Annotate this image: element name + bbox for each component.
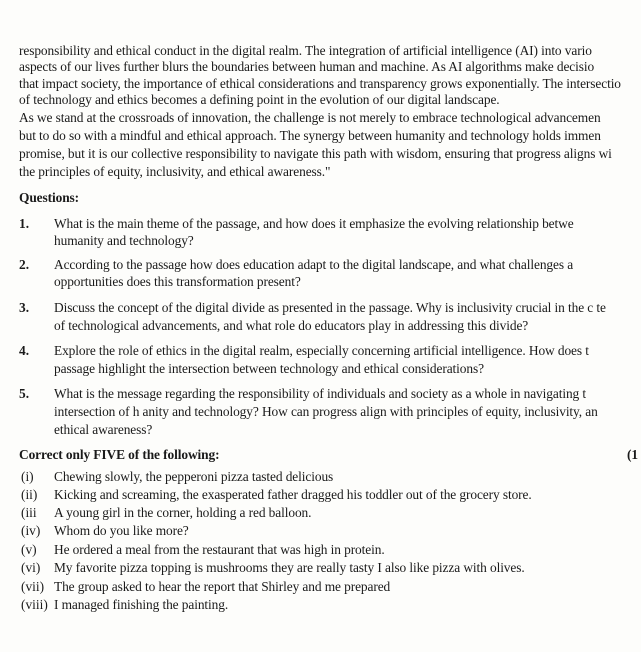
- sentence-text: A young girl in the corner, holding a red balloon.: [54, 505, 312, 520]
- passage-line: that impact society, the importance of ethical considerations and transparency grows exponentially. The intersectio: [19, 76, 621, 91]
- question-number: 2.: [19, 257, 30, 272]
- passage-line: responsibility and ethical conduct in the digital realm. The integration of artificial intelligence (AI) into vario: [19, 43, 592, 58]
- sentence-numeral: (vi): [21, 560, 41, 575]
- sentence-numeral: (vii): [21, 579, 45, 594]
- sentence-text: Kicking and screaming, the exasperated father dragged his toddler out of the grocery store.: [54, 487, 532, 502]
- question-text: Discuss the concept of the digital divide as presented in the passage. Why is inclusivity crucial in the c te: [54, 300, 606, 315]
- marks-label: (1: [627, 447, 638, 462]
- question-text: What is the main theme of the passage, and how does it emphasize the evolving relationship betwe: [54, 216, 574, 231]
- question-number: 5.: [19, 386, 30, 401]
- passage-line: the principles of equity, inclusivity, and ethical awareness.": [19, 164, 331, 179]
- sentence-text: Chewing slowly, the pepperoni pizza tasted delicious: [54, 469, 334, 484]
- sentence-numeral: (v): [21, 542, 37, 557]
- passage-line: As we stand at the crossroads of innovation, the challenge is not merely to embrace technological advancemen: [19, 110, 601, 125]
- passage-line: aspects of our lives further blurs the boundaries between human and machine. As AI algorithms make decisio: [19, 59, 595, 74]
- question-text: of technological advancements, and what role do educators play in addressing this divide?: [54, 318, 529, 333]
- sentence-text: He ordered a meal from the restaurant that was high in protein.: [54, 542, 385, 557]
- sentence-numeral: (ii): [21, 487, 38, 502]
- question-text: humanity and technology?: [54, 233, 194, 248]
- sentence-text: I managed finishing the painting.: [54, 597, 229, 612]
- sentence-numeral: (iii: [21, 505, 37, 520]
- sentence-text: My favorite pizza topping is mushrooms they are really tasty I also like pizza with olives.: [54, 560, 525, 575]
- sentence-numeral: (i): [21, 469, 34, 484]
- passage-line: of technology and ethics becomes a defining point in the evolution of our digital landscape.: [19, 92, 500, 107]
- question-text: intersection of h anity and technology? How can progress align with principles of equity, inclusivity, an: [54, 404, 598, 419]
- passage-line: but to do so with a mindful and ethical approach. The synergy between humanity and technology holds immen: [19, 128, 601, 143]
- sentence-text: Whom do you like more?: [54, 523, 189, 538]
- question-text: opportunities does this transformation present?: [54, 274, 301, 289]
- questions-heading: Questions:: [19, 190, 80, 205]
- question-number: 1.: [19, 216, 30, 231]
- question-text: What is the message regarding the responsibility of individuals and society as a whole in navigating t: [54, 386, 586, 401]
- question-text: According to the passage how does education adapt to the digital landscape, and what challenges a: [54, 257, 574, 272]
- sentence-text: The group asked to hear the report that Shirley and me prepared: [54, 579, 391, 594]
- correct-section-heading: Correct only FIVE of the following:: [19, 447, 220, 462]
- question-number: 4.: [19, 343, 30, 358]
- question-text: ethical awareness?: [54, 422, 153, 437]
- question-text: Explore the role of ethics in the digital realm, especially concerning artificial intelligence. How does t: [54, 343, 589, 358]
- question-text: passage highlight the intersection between technology and ethical considerations?: [54, 361, 484, 376]
- passage-line: promise, but it is our collective responsibility to navigate this path with wisdom, ensuring that progress aligns wi: [19, 146, 612, 161]
- sentence-numeral: (viii): [21, 597, 48, 612]
- sentence-numeral: (iv): [21, 523, 41, 538]
- question-number: 3.: [19, 300, 30, 315]
